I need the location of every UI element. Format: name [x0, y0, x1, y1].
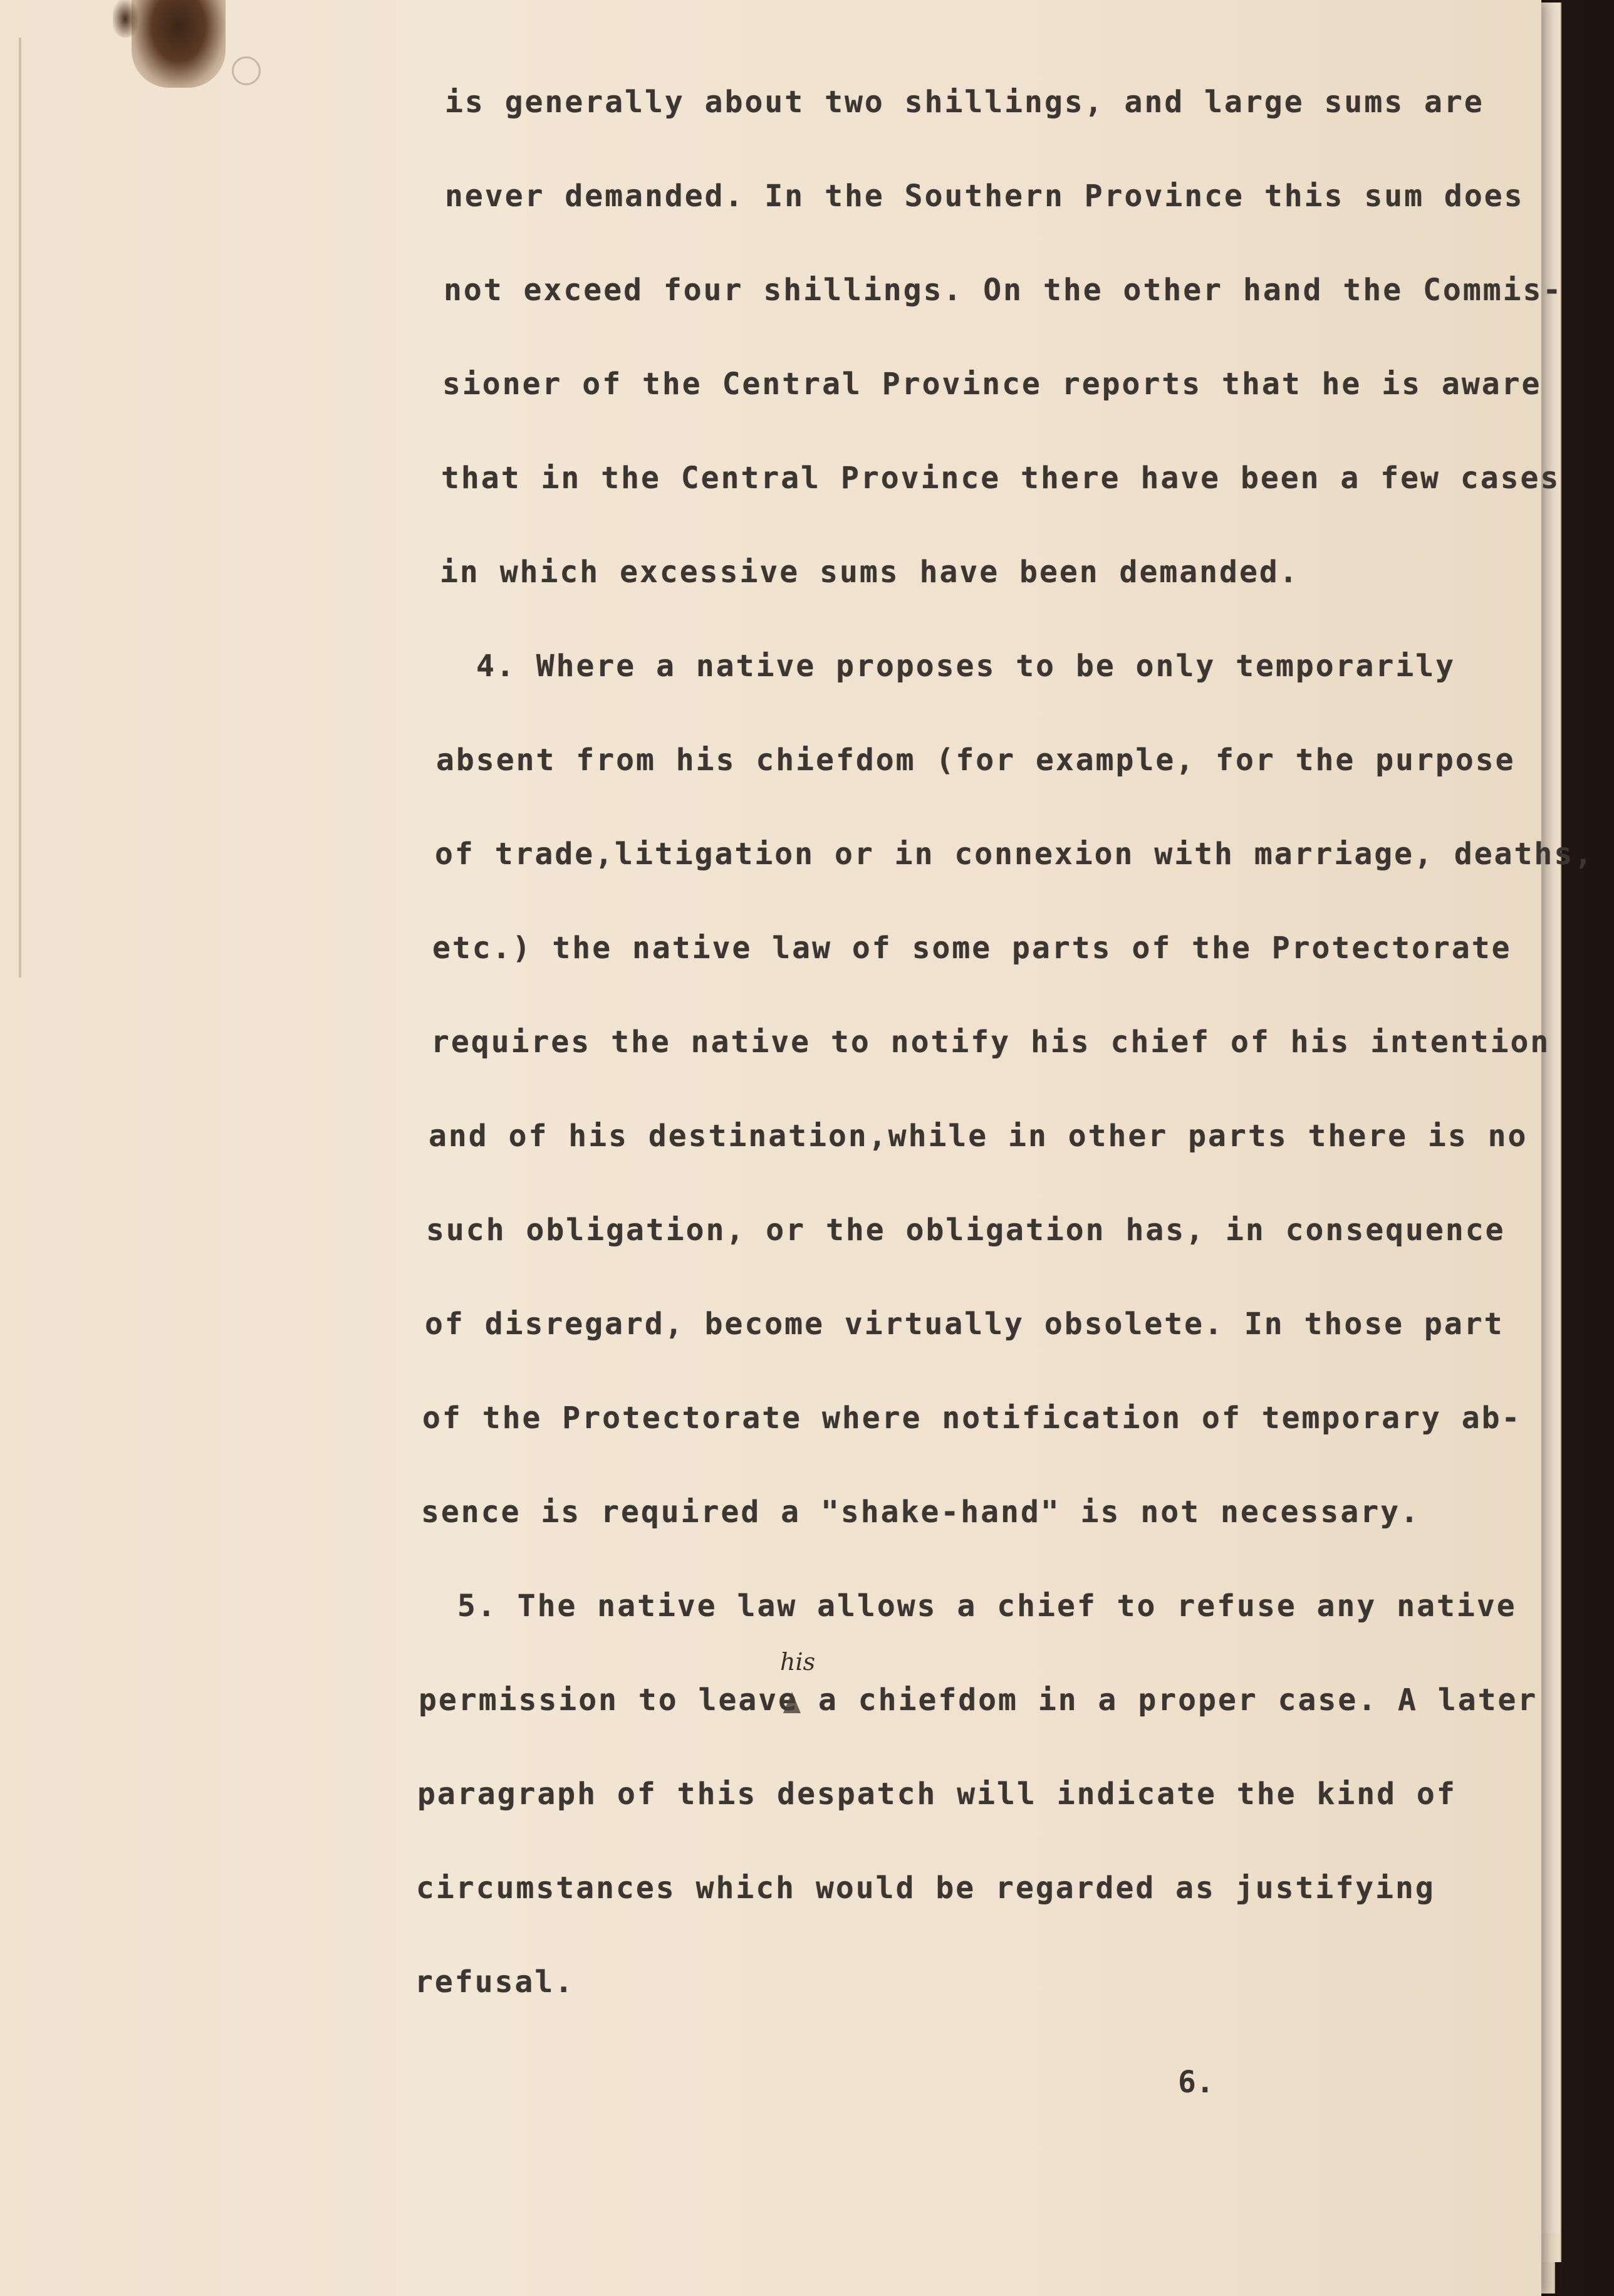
text-line: refusal.: [415, 1965, 575, 2000]
text-line: of disregard, become virtually obsolete. In those part: [425, 1307, 1504, 1342]
insertion-caret-icon: [783, 1692, 801, 1713]
text-line: of trade,litigation or in connexion with marriage, deaths,: [435, 837, 1595, 872]
text-line: absent from his chiefdom (for example, for the purpose: [436, 743, 1516, 778]
text-line: not exceed four shillings. On the other hand the Commis-: [444, 273, 1563, 308]
text-line: and of his destination,while in other parts there is no: [429, 1119, 1528, 1154]
text-line: circumstances which would be regarded as justifying: [416, 1871, 1435, 1906]
text-line: sence is required a "shake-hand" is not necessary.: [421, 1495, 1420, 1530]
text-line: never demanded. In the Southern Province this sum does: [445, 179, 1524, 214]
text-line: that in the Central Province there have been a few cases: [441, 461, 1561, 496]
text-line: in which excessive sums have been demanded.: [440, 555, 1299, 590]
text-line: is generally about two shillings, and large sums are: [445, 85, 1484, 120]
text-line: permission to leave a chiefdom in a proper case. A later: [419, 1683, 1538, 1718]
paragraph-4-start: 4. Where a native proposes to be only temporarily: [476, 649, 1456, 684]
text-line: such obligation, or the obligation has, in consequence: [426, 1213, 1506, 1248]
text-line: paragraph of this despatch will indicate the kind of: [417, 1777, 1457, 1812]
text-line: sioner of the Central Province reports that he is aware: [442, 367, 1542, 402]
page-number: 6.: [1178, 2065, 1214, 2100]
paragraph-5-start: 5. The native law allows a chief to refuse any native: [457, 1589, 1517, 1624]
text-line: etc.) the native law of some parts of the Protectorate: [432, 931, 1512, 966]
text-line: of the Protectorate where notification of temporary ab-: [422, 1401, 1522, 1436]
text-line: requires the native to notify his chief of his intention: [431, 1025, 1551, 1060]
handwritten-insertion: his: [780, 1648, 816, 1676]
